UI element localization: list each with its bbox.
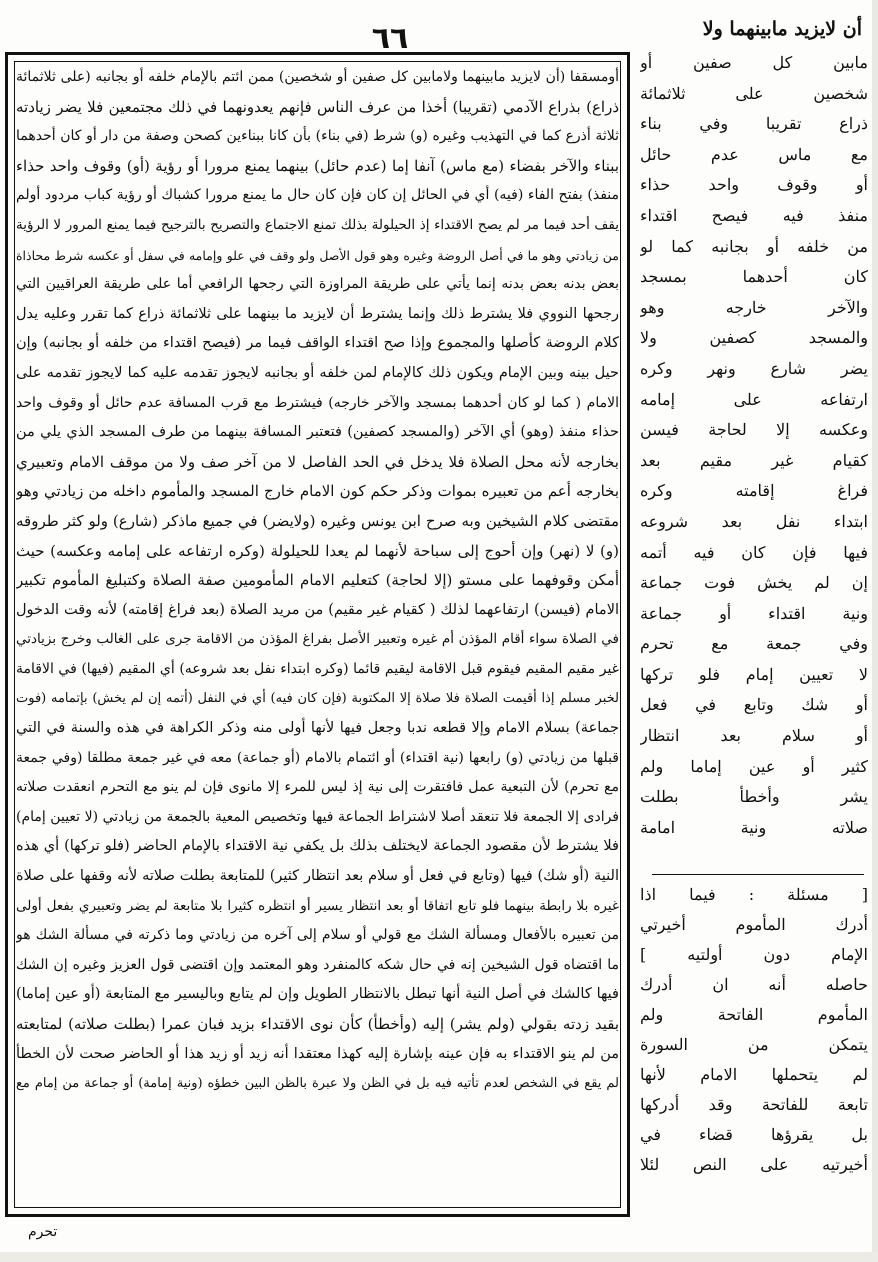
margin-summary-line: من خلفه أو بجانبه كما لو	[640, 236, 868, 256]
margin-summary-line: إن لم يخش فوت جماعة	[640, 573, 868, 593]
main-text-line: فلا يشترط لأن مقصود الجماعة لايختلف بذلك بل يكفي نية الاقتداء بالإمام الحاضر (فلو تركها) أي هذه	[16, 838, 619, 855]
margin-note-line: أدرك المأموم أخيرتي	[640, 915, 868, 934]
main-text-line: منفذ) بفتح الفاء (فيه) أي في الحائل إن كان فإن كان حال ما يمنع مرورا كشباك أو رؤية كباب مردود أولم	[16, 187, 619, 204]
main-text-line: لخبر مسلم إذا أقيمت الصلاة فلا صلاة إلا المكتوبة (فإن كان فيه) أي في النفل (أتمه إن لم يخش) بإتمامه (فوت	[16, 691, 619, 707]
margin-note-line: أخيرتيه على النص لئلا	[640, 1155, 868, 1174]
margin-summary-line: وفي جمعة مع تحرم	[640, 634, 868, 654]
margin-summary-line: والمسجد كصفين ولا	[640, 328, 868, 348]
margin-summary-line: مع ماس عدم حائل	[640, 144, 868, 164]
main-text-line: من لم ينو الاقتداء به فإن عينه بإشارة إليه كهذا معتقدا أنه زيد أو زيد هذا أو الحاضر صحت لأن الخطأ	[16, 1045, 619, 1062]
page-edge-bottom	[0, 1252, 878, 1262]
margin-note-line: بل يقرؤها قضاء في	[640, 1125, 868, 1144]
margin-summary-line: يشر وأخطأ بطلت	[640, 787, 868, 807]
margin-summary-line: أو سلام بعد انتظار	[640, 726, 868, 746]
margin-summary-line: صلاته ونية امامة	[640, 817, 868, 837]
main-text-line: فيها كالشك في أصل النية أنها تبطل بالانتظار الطويل وإن لم يتابع وباليسير مع المتابعة (أو عين إماما)	[16, 986, 619, 1003]
margin-note-line: المأموم الفاتحة ولم	[640, 1005, 868, 1024]
margin-note-line: لم يتحملها الامام لأنها	[640, 1065, 868, 1084]
margin-note-line: يتمكن من السورة	[640, 1035, 868, 1054]
margin-summary-line: لا تعيين إمام فلو تركها	[640, 664, 868, 684]
margin-summary-line: أو شك وتابع في فعل	[640, 695, 868, 715]
margin-summary-line: يضر شارع ونهر وكره	[640, 358, 868, 378]
margin-note-line: [ مسئلة : فيما اذا	[640, 885, 868, 904]
main-text-line: الامام (فيسن) ارتفاعهما لذلك ( كقيام غير مقيم) من مريد الصلاة (بعد فراغ إقامته) لأنه وقت الدخول	[16, 601, 619, 618]
main-text-line: ثلاثة أذرع كما في التهذيب وغيره (و) شرط (في بناء) بأن كانا ببناءين كصحن وصفة من دار أو كان أحدهما	[16, 128, 619, 145]
main-text-line: مع تحرم) لأن التبعية عمل فافتقرت إلى نية إذ ليس للمرء إلا مانوى فإن لم ينو مع التحرم انعقدت صلاته	[16, 779, 619, 796]
main-text-line: لم يقع في الشخص لعدم تأتيه فيه بل في الظن ولا عبرة بالظن البين خطؤه (ونية إمامة) أو جماعة من إمام مع	[16, 1076, 619, 1092]
margin-summary-line: وعكسه إلا لحاجة فيسن	[640, 420, 868, 440]
margin-summary-line: ابتداء نفل بعد شروعه	[640, 511, 868, 531]
margin-summary-line: كقيام غير مقيم بعد	[640, 450, 868, 470]
main-text-line: حذاء منفذ (وهو) أي الآخر (والمسجد كصفين) فتعتبر المسافة بينهما من طرف المسجد الذي يلي من	[16, 424, 619, 441]
main-text-line: ذراع) بذراع الآدمي (تقريبا) أخذا من عرف الناس فإنهم يعدونهما في ذلك مجتمعين فلا يضر زيادته	[16, 97, 619, 116]
main-text-line: جماعة) بسلام الامام وإلا قطعه ندبا وجعل فيها لأنها أولى منه وذكر الكراهة في هذه والسنة في التي	[16, 720, 619, 737]
main-text-line: بخارجه أعم من تعبيره بموات وذكر حكم كون الامام خارج المسجد والمأموم داخله من زيادتي وهو	[16, 482, 619, 501]
main-text-line: أمكن وقوفهما على مستو (إلا لحاجة) كتعليم الامام المأمومين صفة الصلاة وكتبليغ المأموم تكبير	[16, 571, 619, 590]
main-text-line: أومسقفا (أن لايزيد مابينهما ولامابين كل صفين أو شخصين) ممن ائتم بالإمام خلفه أو بجانبه (على ثلاثمائة	[16, 69, 619, 85]
margin-summary-line: شخصين على ثلاثمائة	[640, 83, 868, 103]
margin-note-line: الإمام دون أولتيه ]	[640, 945, 868, 964]
main-text-line: النية (أو شك) فيها (وتابع في فعل أو سلام بعد انتظار كثير) للمتابعة بطلت صلاته لأنه وقفها على صلاة	[16, 868, 619, 885]
main-text-line: غيره بلا رابطة بينهما فلو تابع اتفاقا أو بعد انتظار يسير أو انتظره كثيرا بلا متابعة لم يضر وتعبيري بفعل أولى	[16, 897, 619, 914]
margin-separator	[652, 874, 864, 875]
margin-note-column	[640, 880, 868, 1180]
main-text-body	[16, 63, 619, 1099]
main-text-frame	[5, 52, 630, 1217]
margin-summary-line: كثير أو عين إماما ولم	[640, 756, 868, 776]
page-number: ٦٦	[371, 21, 409, 56]
margin-summary-line: ذراع تقريبا وفي بناء	[640, 114, 868, 134]
main-text-line: قبلها من زيادتي (و) رابعها (نية اقتداء) أو ائتمام بالامام (أو جماعة) معه في غير جمعة مطلقا (وفي جمعة	[16, 749, 619, 766]
main-text-line: ما اقتضاه قول الشيخين إنه في حال شكه كالمنفرد وهو المعتمد وإن اقتضى قول العزيز وغيره إن الشك	[16, 956, 619, 973]
margin-summary-line: والآخر خارجه وهو	[640, 297, 868, 317]
margin-summary-line: ارتفاعه على إمامه	[640, 389, 868, 409]
main-text-line: حيل بينه وبين الإمام ويكون ذلك كالإمام لمن خلفه أو بجانبه لايجوز تقدمه عليه كما لايجوز تقدمه على	[16, 364, 619, 381]
margin-summary-line: فيها فإن كان فيه أتمه	[640, 542, 868, 562]
main-text-line: رجحها النووي فلا يشترط ذلك وإنما يشترط أن لايزيد ما بينهما على ثلاثمائة ذراع كما تقرر وعليه يدل	[16, 305, 619, 322]
main-text-line: يقف أحد فيما مر لم يصح الاقتداء إذ الحيلولة بذلك تمنع الاجتماع والتصريح بالترجيح فيما يمنع المرور لا الرؤية	[16, 216, 619, 233]
header-catchline: أن لايزيد مابينهما ولا	[702, 18, 862, 40]
main-text-line: في الصلاة سواء أقام المؤذن أم غيره وتعبير الأصل بفراغ المؤذن من الاقامة جرى على الغالب وخرج بزيادتي	[16, 631, 619, 648]
main-text-line: من تعبيره بالأفعال ومسألة الشك مع قولي أو سلام إلى آخره من زيادتي وما ذكرته في مسألة الشك هو	[16, 927, 619, 944]
main-text-line: مقتضى كلام الشيخين وبه صرح ابن يونس وغيره (ولايضر) في جميع ماذكر (شارع) ولو كثر طروقه	[16, 511, 619, 530]
main-text-line: بعض بدنه بعض بدنه إنما يأتي على طريقة المراوزة التي رجحها الرافعي أما على طريقة العراقيين التي	[16, 276, 619, 293]
main-text-line: فرادى إلا الجمعة فلا تنعقد أصلا لاشتراط الجماعة فيها وتخصيص المعية بالجمعة من زيادتي (لا تعيين إمام)	[16, 808, 619, 825]
margin-note-line: حاصله أنه ان أدرك	[640, 975, 868, 994]
margin-summary-line: ونية اقتداء أو جماعة	[640, 603, 868, 623]
margin-summary-line: أو وقوف واحد حذاء	[640, 175, 868, 195]
main-text-line: بقيد زدته بقولي (ولم يشر) إليه (وأخطأ) كأن نوى الاقتداء بزيد فبان عمرا (بطلت صلاته) لمتابعته	[16, 1015, 619, 1033]
margin-summary-line: مابين كل صفين أو	[640, 53, 868, 72]
main-text-line: بخارجه لأنه محل الصلاة فلا يدخل في الحد الفاصل لا من آخر صف ولا من موقف الامام وتعبيري	[16, 452, 619, 471]
main-text-line: غير مقيم المقيم فيقوم قبل الاقامة ليقيم قائما (وكره ابتداء نفل بعد شروعه) أي المقيم (فيها) في الاقامة	[16, 660, 619, 677]
main-text-line: الامام ( كما لو كان أحدهما بمسجد والآخر خارجه) فيشترط مع قرب المسافة عدم حائل أو وقوف واحد	[16, 394, 619, 411]
main-text-line: (و) لا (نهر) وإن أحوج إلى سباحة لأنهما لم يعدا للحيلولة (وكره ارتفاعه على إمامه وعكسه) حيث	[16, 541, 619, 560]
margin-summary-line: منفذ فيه فيصح اقتداء	[640, 205, 868, 225]
main-text-line: من زيادتي وهو ما في أصل الروضة وغيره وهو قول الأصل ولو وقف في علو وإمامه في سفل أو عكسه شرط محاذاة	[16, 247, 619, 263]
page-edge-right	[872, 0, 878, 1262]
margin-summary-line: فراغ إقامته وكره	[640, 481, 868, 501]
margin-summary-column	[640, 48, 868, 843]
margin-summary-line: كان أحدهما بمسجد	[640, 267, 868, 287]
catchword: تحرم	[28, 1224, 58, 1240]
main-text-line: كلام الروضة كأصلها والمجموع وإذا صح اقتداء الواقف فيما مر (فيصح اقتداء من خلفه أو بجانبه) وإن	[16, 335, 619, 352]
margin-note-line: تابعة للفاتحة وقد أدركها	[640, 1095, 868, 1114]
main-text-line: ببناء والآخر بفضاء (مع ماس) آنفا إما (عدم حائل) بينهما يمنع مرورا أو رؤية (أو) وقوف واحد حذاء	[16, 156, 619, 175]
